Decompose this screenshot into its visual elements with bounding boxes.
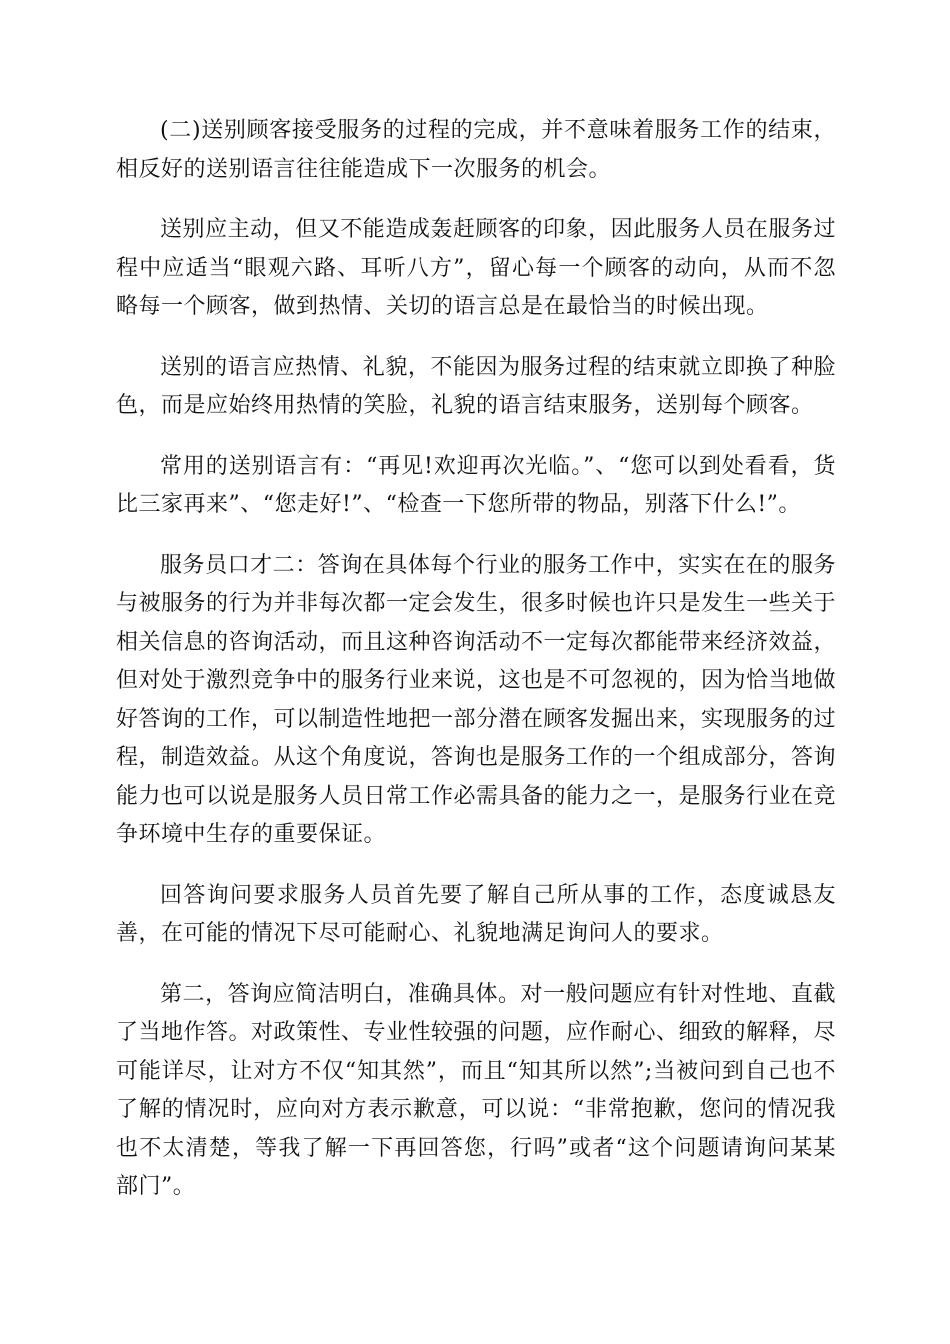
paragraph-inquiry-intro: 服务员口才二：答询在具体每个行业的服务工作中，实实在在的服务与被服务的行为并非每次都一定会发生，很多时候也许只是发生一些关于相关信息的咨询活动，而且这种咨询活动不一定每次都能带来经济效益，但对处于激烈竞争中的服务行业来说，这也是不可忽视的，因为恰当地做好答询的工作，可以制造性地把一部分潜在顾客发掘出来，实现服务的过程，制造效益。从这个角度说，答询也是服务工作的一个组成部分，答询能力也可以说是服务人员日常工作必需具备的能力之一，是服务行业在竞争环境中生存的重要保证。 (116, 552, 837, 847)
paragraph-farewell-intro: (二)送别顾客接受服务的过程的完成，并不意味着服务工作的结束，相反好的送别语言往往能造成下一次服务的机会。 (116, 118, 836, 182)
paragraph-farewell-proactive: 送别应主动，但又不能造成轰赶顾客的印象，因此服务人员在服务过程中应适当“眼观六路、耳听八方”，留心每一个顾客的动向，从而不忽略每一个顾客，做到热情、关切的语言总是在最恰当的时候出现。 (116, 217, 836, 319)
paragraph-farewell-polite: 送别的语言应热情、礼貌，不能因为服务过程的结束就立即换了种脸色，而是应始终用热情的笑脸，礼貌的语言结束服务，送别每个顾客。 (116, 354, 836, 418)
paragraph-farewell-phrases: 常用的送别语言有：“再见!欢迎再次光临。”、“您可以到处看看，货比三家再来”、“您走好!”、“检查一下您所带的物品，别落下什么!”。 (116, 453, 836, 517)
paragraph-inquiry-attitude: 回答询问要求服务人员首先要了解自己所从事的工作，态度诚恳友善，在可能的情况下尽可能耐心、礼貌地满足询问人的要求。 (116, 882, 836, 946)
document-body (116, 112, 836, 1229)
paragraph-inquiry-concise: 第二，答询应简洁明白，准确具体。对一般问题应有针对性地、直截了当地作答。对政策性、专业性较强的问题，应作耐心、细致的解释，尽可能详尽，让对方不仅“知其然”，而且“知其所以然”;当被问到自己也不了解的情况时，应向对方表示歉意，可以说：“非常抱歉，您问的情况我也不太清楚，等我了解一下再回答您，行吗”或者“这个问题请询问某某部门”。 (116, 981, 837, 1199)
